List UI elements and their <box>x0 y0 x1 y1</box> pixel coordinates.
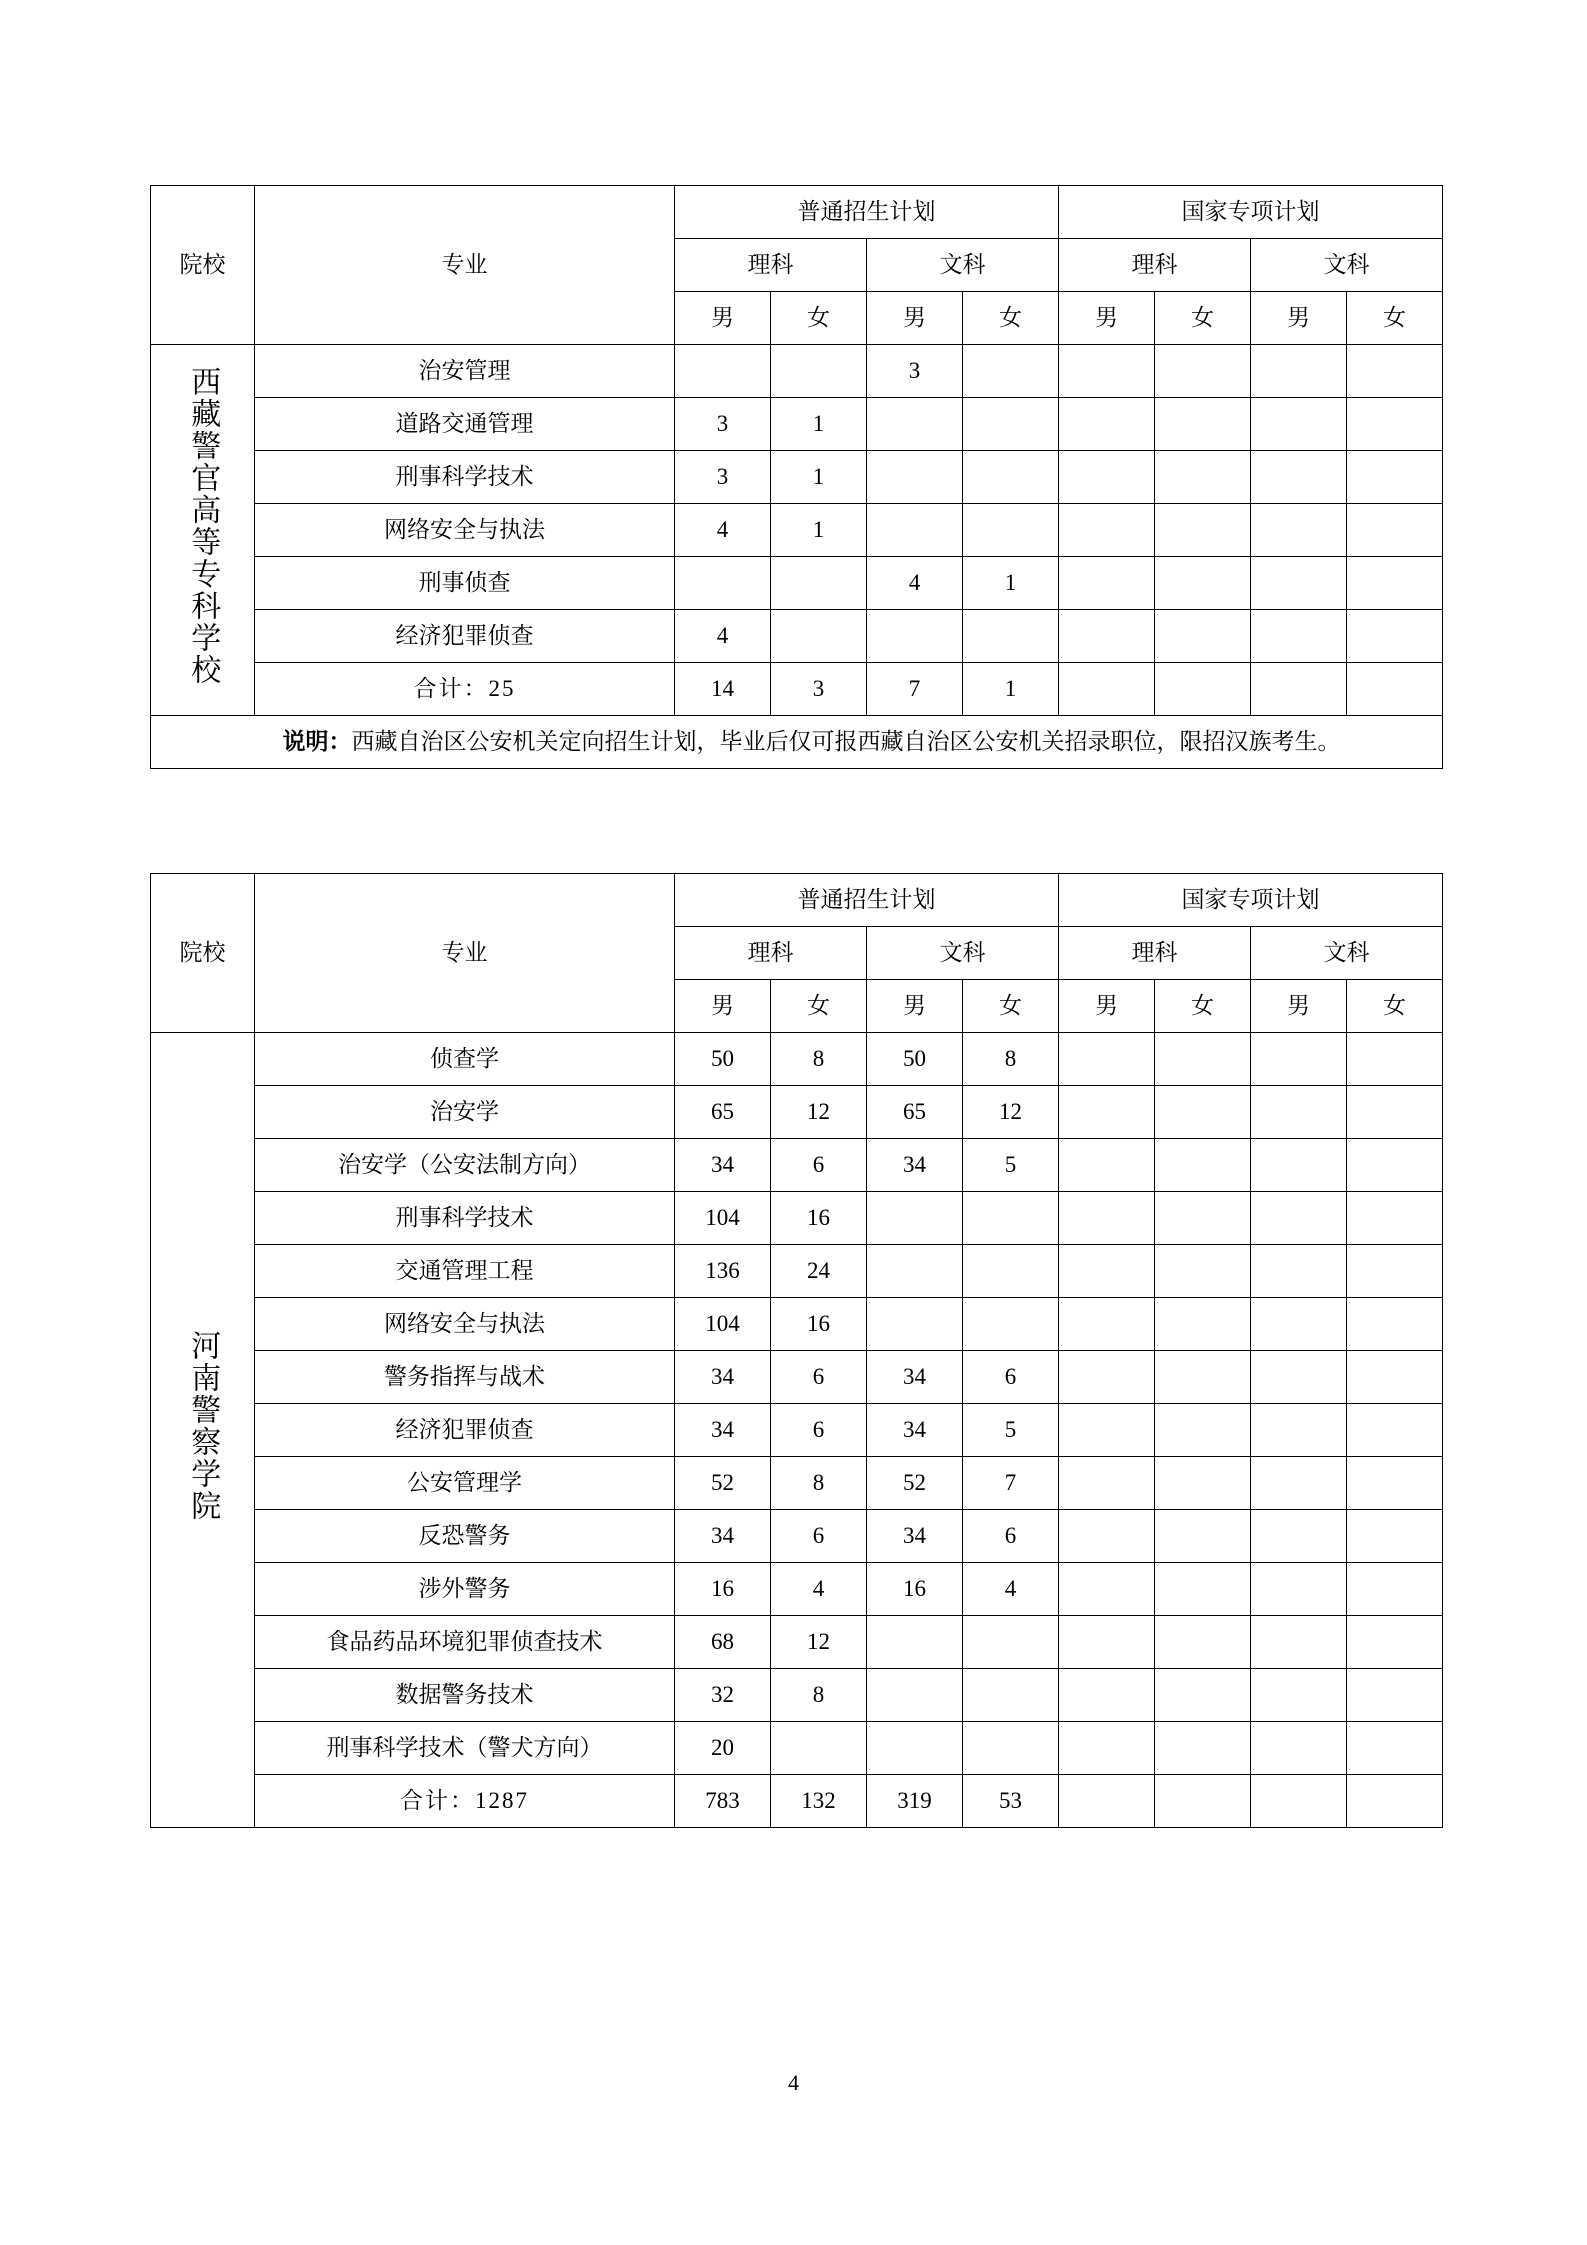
page-number: 4 <box>788 2070 799 2095</box>
cell-national-science-male <box>1059 1616 1155 1669</box>
total-normal-arts-female: 1 <box>963 663 1059 716</box>
header-national-science-female: 女 <box>1155 980 1251 1033</box>
cell-national-science-female <box>1155 1616 1251 1669</box>
cell-national-arts-female <box>1347 557 1443 610</box>
major-name: 涉外警务 <box>255 1563 675 1616</box>
cell-national-science-male <box>1059 1722 1155 1775</box>
cell-national-science-female <box>1155 1510 1251 1563</box>
cell-normal-science-female: 6 <box>771 1510 867 1563</box>
major-name: 公安管理学 <box>255 1457 675 1510</box>
cell-normal-science-female: 6 <box>771 1351 867 1404</box>
table-header-row <box>151 186 1443 239</box>
major-name: 反恐警务 <box>255 1510 675 1563</box>
cell-normal-arts-female: 4 <box>963 1563 1059 1616</box>
cell-normal-arts-female: 5 <box>963 1404 1059 1457</box>
table-row <box>151 398 1443 451</box>
table-row <box>151 1086 1443 1139</box>
cell-normal-science-female <box>771 610 867 663</box>
table-gap <box>150 769 1437 873</box>
cell-normal-science-male: 50 <box>675 1033 771 1086</box>
cell-normal-arts-female <box>963 451 1059 504</box>
cell-normal-arts-male: 4 <box>867 557 963 610</box>
cell-normal-science-female: 12 <box>771 1086 867 1139</box>
cell-national-science-female <box>1155 451 1251 504</box>
header-national-science: 理科 <box>1059 927 1251 980</box>
table-row <box>151 1616 1443 1669</box>
table-row <box>151 345 1443 398</box>
cell-normal-science-male: 20 <box>675 1722 771 1775</box>
major-name: 侦查学 <box>255 1033 675 1086</box>
header-normal-arts-male: 男 <box>867 980 963 1033</box>
cell-national-science-female <box>1155 1563 1251 1616</box>
cell-national-arts-female <box>1347 398 1443 451</box>
total-normal-arts-male: 7 <box>867 663 963 716</box>
cell-national-science-male <box>1059 1139 1155 1192</box>
cell-national-arts-male <box>1251 610 1347 663</box>
table-row <box>151 1669 1443 1722</box>
cell-national-arts-male <box>1251 504 1347 557</box>
cell-national-science-female <box>1155 1669 1251 1722</box>
cell-normal-arts-male <box>867 1669 963 1722</box>
cell-normal-arts-female: 5 <box>963 1139 1059 1192</box>
cell-normal-science-female: 24 <box>771 1245 867 1298</box>
cell-normal-science-female: 16 <box>771 1298 867 1351</box>
cell-normal-science-female: 1 <box>771 504 867 557</box>
cell-normal-arts-female <box>963 1722 1059 1775</box>
cell-normal-arts-male: 16 <box>867 1563 963 1616</box>
school-name-vertical: 河南警察学院 <box>186 1330 220 1523</box>
cell-national-arts-female <box>1347 1510 1443 1563</box>
note-cell <box>151 716 1443 769</box>
cell-normal-arts-male <box>867 1245 963 1298</box>
cell-normal-arts-female <box>963 1245 1059 1298</box>
cell-national-science-female <box>1155 504 1251 557</box>
cell-national-science-male <box>1059 1086 1155 1139</box>
cell-national-arts-female <box>1347 1192 1443 1245</box>
cell-normal-arts-male: 50 <box>867 1033 963 1086</box>
cell-national-science-male <box>1059 398 1155 451</box>
cell-normal-arts-female <box>963 610 1059 663</box>
cell-normal-science-male: 34 <box>675 1139 771 1192</box>
cell-normal-arts-male <box>867 1298 963 1351</box>
header-normal-science: 理科 <box>675 239 867 292</box>
note-label: 说明： <box>282 729 352 755</box>
cell-normal-arts-female <box>963 1616 1059 1669</box>
cell-normal-science-male: 3 <box>675 451 771 504</box>
cell-normal-science-female: 8 <box>771 1457 867 1510</box>
cell-normal-science-male: 16 <box>675 1563 771 1616</box>
cell-normal-science-female <box>771 1722 867 1775</box>
table-row <box>151 451 1443 504</box>
cell-national-arts-female <box>1347 1033 1443 1086</box>
cell-national-science-male <box>1059 1192 1155 1245</box>
cell-national-arts-male <box>1251 1192 1347 1245</box>
cell-normal-science-male: 136 <box>675 1245 771 1298</box>
header-major: 专业 <box>255 186 675 345</box>
cell-national-arts-male <box>1251 1616 1347 1669</box>
cell-national-science-female <box>1155 1298 1251 1351</box>
cell-national-science-male <box>1059 1351 1155 1404</box>
table-row <box>151 1298 1443 1351</box>
cell-normal-arts-female <box>963 1669 1059 1722</box>
cell-national-arts-female <box>1347 610 1443 663</box>
cell-national-arts-male <box>1251 1139 1347 1192</box>
major-name: 刑事侦查 <box>255 557 675 610</box>
header-normal-arts: 文科 <box>867 927 1059 980</box>
table-row <box>151 610 1443 663</box>
header-normal-arts: 文科 <box>867 239 1059 292</box>
cell-normal-arts-male <box>867 1616 963 1669</box>
cell-national-science-male <box>1059 451 1155 504</box>
cell-normal-science-male: 4 <box>675 610 771 663</box>
cell-national-arts-female <box>1347 1457 1443 1510</box>
total-label: 合计：1287 <box>255 1775 675 1828</box>
major-name: 交通管理工程 <box>255 1245 675 1298</box>
cell-national-science-female <box>1155 1722 1251 1775</box>
cell-normal-science-male: 32 <box>675 1669 771 1722</box>
major-name: 经济犯罪侦查 <box>255 610 675 663</box>
cell-national-science-male <box>1059 1457 1155 1510</box>
cell-normal-arts-female <box>963 504 1059 557</box>
cell-normal-arts-male: 34 <box>867 1351 963 1404</box>
cell-normal-arts-male: 3 <box>867 345 963 398</box>
cell-national-arts-male <box>1251 1245 1347 1298</box>
header-normal-science-male: 男 <box>675 292 771 345</box>
total-national-science-female <box>1155 1775 1251 1828</box>
total-national-science-male <box>1059 663 1155 716</box>
cell-national-science-male <box>1059 1563 1155 1616</box>
cell-normal-arts-female <box>963 1192 1059 1245</box>
cell-normal-science-female: 4 <box>771 1563 867 1616</box>
cell-national-science-male <box>1059 1669 1155 1722</box>
cell-national-arts-male <box>1251 345 1347 398</box>
cell-national-science-female <box>1155 345 1251 398</box>
cell-national-arts-male <box>1251 557 1347 610</box>
cell-national-arts-male <box>1251 1510 1347 1563</box>
cell-normal-arts-male <box>867 610 963 663</box>
cell-normal-arts-male: 34 <box>867 1139 963 1192</box>
cell-national-arts-male <box>1251 1563 1347 1616</box>
cell-normal-arts-female <box>963 398 1059 451</box>
total-national-arts-female <box>1347 663 1443 716</box>
cell-normal-science-male: 52 <box>675 1457 771 1510</box>
cell-national-science-male <box>1059 610 1155 663</box>
cell-national-science-male <box>1059 1404 1155 1457</box>
admission-plan-table-1 <box>150 185 1443 769</box>
cell-national-arts-female <box>1347 1139 1443 1192</box>
major-name: 经济犯罪侦查 <box>255 1404 675 1457</box>
cell-normal-science-female: 16 <box>771 1192 867 1245</box>
total-national-science-male <box>1059 1775 1155 1828</box>
cell-national-arts-female <box>1347 345 1443 398</box>
table-header-row <box>151 874 1443 927</box>
school-name-cell <box>151 345 255 716</box>
cell-normal-science-male: 68 <box>675 1616 771 1669</box>
table-row <box>151 1457 1443 1510</box>
cell-national-science-female <box>1155 610 1251 663</box>
major-name: 治安管理 <box>255 345 675 398</box>
cell-normal-arts-male <box>867 1722 963 1775</box>
header-normal-science-female: 女 <box>771 980 867 1033</box>
major-name: 网络安全与执法 <box>255 1298 675 1351</box>
header-national-arts-female: 女 <box>1347 980 1443 1033</box>
cell-normal-arts-female: 12 <box>963 1086 1059 1139</box>
cell-national-science-male <box>1059 345 1155 398</box>
note-text: 西藏自治区公安机关定向招生计划，毕业后仅可报西藏自治区公安机关招录职位，限招汉族考生。 <box>351 729 1341 755</box>
cell-normal-arts-male <box>867 504 963 557</box>
cell-normal-arts-male: 52 <box>867 1457 963 1510</box>
cell-national-arts-female <box>1347 1245 1443 1298</box>
cell-normal-science-male <box>675 345 771 398</box>
table-total-row <box>151 663 1443 716</box>
cell-normal-arts-male: 65 <box>867 1086 963 1139</box>
header-school: 院校 <box>151 186 255 345</box>
cell-national-arts-female <box>1347 1404 1443 1457</box>
table-row <box>151 1563 1443 1616</box>
header-normal-science: 理科 <box>675 927 867 980</box>
cell-national-science-female <box>1155 398 1251 451</box>
major-name: 刑事科学技术 <box>255 451 675 504</box>
cell-normal-arts-female: 1 <box>963 557 1059 610</box>
table-row <box>151 1245 1443 1298</box>
total-normal-science-female: 132 <box>771 1775 867 1828</box>
table-total-row <box>151 1775 1443 1828</box>
table-row <box>151 1139 1443 1192</box>
cell-normal-science-male: 34 <box>675 1351 771 1404</box>
cell-normal-science-female: 8 <box>771 1033 867 1086</box>
major-name: 数据警务技术 <box>255 1669 675 1722</box>
header-national-arts: 文科 <box>1251 927 1443 980</box>
total-national-science-female <box>1155 663 1251 716</box>
cell-national-science-male <box>1059 1245 1155 1298</box>
cell-national-arts-male <box>1251 1404 1347 1457</box>
header-normal-arts-male: 男 <box>867 292 963 345</box>
cell-national-science-female <box>1155 557 1251 610</box>
admission-plan-table-2 <box>150 873 1443 1828</box>
cell-normal-science-male: 34 <box>675 1404 771 1457</box>
table-row <box>151 1351 1443 1404</box>
cell-normal-arts-male: 34 <box>867 1404 963 1457</box>
cell-national-arts-male <box>1251 451 1347 504</box>
header-national-arts-male: 男 <box>1251 292 1347 345</box>
cell-national-science-female <box>1155 1404 1251 1457</box>
table-note-row <box>151 716 1443 769</box>
cell-national-arts-female <box>1347 1351 1443 1404</box>
cell-normal-science-male <box>675 557 771 610</box>
cell-normal-science-female <box>771 557 867 610</box>
header-group-national: 国家专项计划 <box>1059 874 1443 927</box>
header-major: 专业 <box>255 874 675 1033</box>
cell-normal-science-male: 3 <box>675 398 771 451</box>
header-normal-arts-female: 女 <box>963 292 1059 345</box>
cell-national-arts-male <box>1251 1086 1347 1139</box>
header-group-normal: 普通招生计划 <box>675 874 1059 927</box>
cell-normal-arts-female <box>963 345 1059 398</box>
cell-national-arts-female <box>1347 1616 1443 1669</box>
total-national-arts-male <box>1251 663 1347 716</box>
cell-national-arts-male <box>1251 1033 1347 1086</box>
table-row <box>151 1033 1443 1086</box>
major-name: 治安学（公安法制方向） <box>255 1139 675 1192</box>
cell-national-science-male <box>1059 1510 1155 1563</box>
header-normal-science-male: 男 <box>675 980 771 1033</box>
major-name: 刑事科学技术 <box>255 1192 675 1245</box>
cell-national-science-female <box>1155 1351 1251 1404</box>
cell-national-arts-male <box>1251 1457 1347 1510</box>
cell-normal-arts-female: 8 <box>963 1033 1059 1086</box>
cell-national-arts-male <box>1251 1351 1347 1404</box>
cell-normal-science-male: 4 <box>675 504 771 557</box>
cell-normal-arts-male: 34 <box>867 1510 963 1563</box>
cell-national-arts-male <box>1251 1669 1347 1722</box>
cell-normal-arts-female: 7 <box>963 1457 1059 1510</box>
cell-normal-science-female: 6 <box>771 1404 867 1457</box>
header-national-science-female: 女 <box>1155 292 1251 345</box>
cell-national-science-male <box>1059 557 1155 610</box>
cell-normal-science-female: 8 <box>771 1669 867 1722</box>
total-normal-science-male: 14 <box>675 663 771 716</box>
major-name: 道路交通管理 <box>255 398 675 451</box>
cell-national-science-male <box>1059 504 1155 557</box>
table-row <box>151 1192 1443 1245</box>
cell-normal-arts-female: 6 <box>963 1510 1059 1563</box>
cell-normal-science-female: 6 <box>771 1139 867 1192</box>
cell-national-science-female <box>1155 1245 1251 1298</box>
header-national-arts-male: 男 <box>1251 980 1347 1033</box>
cell-national-arts-female <box>1347 1722 1443 1775</box>
table-row <box>151 557 1443 610</box>
table-row <box>151 1722 1443 1775</box>
cell-national-science-female <box>1155 1086 1251 1139</box>
school-name-cell <box>151 1033 255 1828</box>
cell-national-arts-female <box>1347 1298 1443 1351</box>
cell-normal-arts-female <box>963 1298 1059 1351</box>
header-national-science-male: 男 <box>1059 292 1155 345</box>
cell-normal-science-male: 65 <box>675 1086 771 1139</box>
cell-normal-science-male: 104 <box>675 1298 771 1351</box>
cell-normal-science-male: 34 <box>675 1510 771 1563</box>
major-name: 网络安全与执法 <box>255 504 675 557</box>
major-name: 食品药品环境犯罪侦查技术 <box>255 1616 675 1669</box>
cell-normal-science-female: 1 <box>771 451 867 504</box>
header-national-arts: 文科 <box>1251 239 1443 292</box>
total-normal-science-female: 3 <box>771 663 867 716</box>
table-row <box>151 1404 1443 1457</box>
header-national-science-male: 男 <box>1059 980 1155 1033</box>
cell-national-science-male <box>1059 1033 1155 1086</box>
header-national-science: 理科 <box>1059 239 1251 292</box>
header-normal-science-female: 女 <box>771 292 867 345</box>
cell-national-arts-female <box>1347 1563 1443 1616</box>
cell-national-arts-female <box>1347 451 1443 504</box>
cell-national-arts-male <box>1251 1722 1347 1775</box>
cell-national-arts-female <box>1347 1086 1443 1139</box>
total-normal-arts-female: 53 <box>963 1775 1059 1828</box>
table-row <box>151 504 1443 557</box>
major-name: 刑事科学技术（警犬方向） <box>255 1722 675 1775</box>
header-normal-arts-female: 女 <box>963 980 1059 1033</box>
cell-normal-arts-male <box>867 1192 963 1245</box>
cell-normal-arts-male <box>867 398 963 451</box>
cell-national-arts-female <box>1347 1669 1443 1722</box>
total-normal-science-male: 783 <box>675 1775 771 1828</box>
header-school: 院校 <box>151 874 255 1033</box>
cell-normal-science-female <box>771 345 867 398</box>
cell-national-science-female <box>1155 1033 1251 1086</box>
header-group-normal: 普通招生计划 <box>675 186 1059 239</box>
total-national-arts-male <box>1251 1775 1347 1828</box>
header-group-national: 国家专项计划 <box>1059 186 1443 239</box>
total-label: 合计：25 <box>255 663 675 716</box>
cell-national-science-female <box>1155 1457 1251 1510</box>
cell-normal-arts-female: 6 <box>963 1351 1059 1404</box>
total-national-arts-female <box>1347 1775 1443 1828</box>
cell-normal-science-female: 12 <box>771 1616 867 1669</box>
cell-national-science-female <box>1155 1139 1251 1192</box>
cell-national-arts-female <box>1347 504 1443 557</box>
cell-national-science-male <box>1059 1298 1155 1351</box>
cell-normal-arts-male <box>867 451 963 504</box>
school-name-vertical: 西藏警官高等专科学校 <box>186 366 220 687</box>
major-name: 治安学 <box>255 1086 675 1139</box>
cell-national-arts-male <box>1251 1298 1347 1351</box>
table-row <box>151 1510 1443 1563</box>
cell-normal-science-female: 1 <box>771 398 867 451</box>
cell-normal-science-male: 104 <box>675 1192 771 1245</box>
cell-national-science-female <box>1155 1192 1251 1245</box>
cell-national-arts-male <box>1251 398 1347 451</box>
header-national-arts-female: 女 <box>1347 292 1443 345</box>
total-normal-arts-male: 319 <box>867 1775 963 1828</box>
major-name: 警务指挥与战术 <box>255 1351 675 1404</box>
